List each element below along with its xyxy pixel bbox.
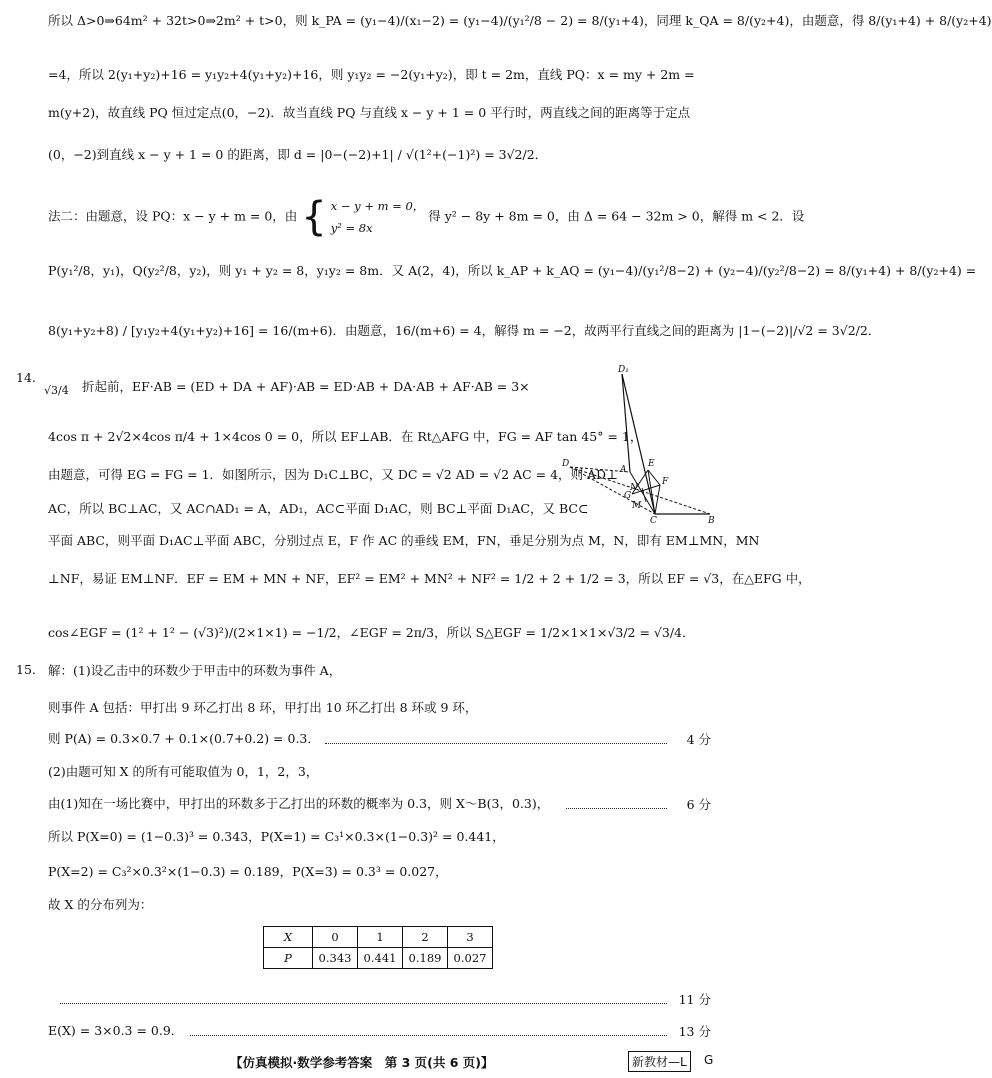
system-eq-2: y² = 8x (330, 221, 373, 235)
text-line-20: 所以 P(X=0) = (1−0.3)³ = 0.343，P(X=1) = C₃¹×0.3×(1−0.3)² = 0.441， (48, 829, 505, 844)
text-line-1: 所以 Δ>0⇒64m² + 32t>0⇒2m² + t>0，则 k_PA = (y₁−4)/(x₁−2) = (y₁−4)/(y₁²/8 − 2) = 8/(y₁+4)，同理 k_QA = 8/(y₂+4)，由题意，得 8/(y₁+4) + 8/(y₂+4) (48, 13, 992, 28)
footer-suffix: G (704, 1053, 714, 1067)
label-c: C (650, 516, 657, 526)
text-line-11: AC，所以 BC⊥AC，又 AC∩AD₁ = A，AD₁，AC⊂平面 D₁AC，则 BC⊥平面 D₁AC，又 BC⊂ (48, 501, 589, 516)
score-3: 11 分 (678, 992, 711, 1007)
label-d1: D₁ (618, 365, 629, 375)
score-2: 6 分 (686, 797, 711, 812)
text-line-7: 8(y₁+y₂+8) / [y₁y₂+4(y₁+y₂)+16] = 16/(m+6)．由题意，16/(m+6) = 4，解得 m = −2，故两平行直线之间的距离为 |1−(−2)|/√2 = 3√2/2． (48, 323, 881, 338)
label-g: G (624, 491, 632, 501)
question-14-answer: √3/4 (44, 384, 69, 397)
text-line-12: 平面 ABC，则平面 D₁AC⊥平面 ABC，分别过点 E，F 作 AC 的垂线 EM，FN，垂足分别为点 M，N，即有 EM⊥MN，MN (48, 533, 760, 548)
label-m: M (632, 501, 642, 511)
table-cell: 0.343 (313, 948, 358, 969)
text-line-21: P(X=2) = C₃²×0.3²×(1−0.3) = 0.189，P(X=3) = 0.3³ = 0.027， (48, 864, 448, 879)
text-line-16: 则事件 A 包括：甲打出 9 环乙打出 8 环，甲打出 10 环乙打出 8 环或 9 环， (48, 700, 478, 715)
table-cell: P (264, 948, 313, 969)
table-cell: X (264, 927, 313, 948)
text-line-2: =4，所以 2(y₁+y₂)+16 = y₁y₂+4(y₁+y₂)+16，则 y₁y₂ = −2(y₁+y₂)，即 t = 2m，直线 PQ：x = my + 2m = (48, 67, 695, 82)
equation-system (331, 195, 425, 239)
table-cell: 1 (358, 927, 403, 948)
text-line-10: 由题意，可得 EG = FG = 1．如图所示，因为 D₁C⊥BC，又 DC = √2 AD = √2 AC = 4，则 AD⊥ (48, 467, 618, 482)
dot-leader-2 (566, 808, 667, 809)
footer-edition-badge: 新教材—L (628, 1051, 691, 1072)
geometry-figure (560, 362, 720, 524)
text-line-3: m(y+2)，故直线 PQ 恒过定点(0，−2)．故当直线 PQ 与直线 x − y + 1 = 0 平行时，两直线之间的距离等于定点 (48, 105, 691, 120)
text-line-6: P(y₁²/8，y₁)，Q(y₂²/8，y₂)，则 y₁ + y₂ = 8，y₁y₂ = 8m．又 A(2，4)，所以 k_AP + k_AQ = (y₁−4)/(y₁²/8−2) + (y₂−4)/(y₂²/8−2) = 8/(y₁+4) + 8/(y₂+4) = (48, 263, 977, 278)
table-cell: 2 (403, 927, 448, 948)
label-n: N (630, 483, 638, 493)
dot-leader-1 (325, 743, 667, 744)
text-line-4: (0，−2)到直线 x − y + 1 = 0 的距离，即 d = |0−(−2)+1| / √(1²+(−1)²) = 3√2/2． (48, 147, 548, 162)
text-line-5 (48, 194, 805, 240)
table-cell: 0 (313, 927, 358, 948)
score-4: 13 分 (678, 1024, 711, 1039)
distribution-table (263, 926, 493, 969)
text-line-23: E(X) = 3×0.3 = 0.9． (48, 1023, 184, 1038)
table-cell: 3 (448, 927, 493, 948)
dot-leader-3 (60, 1003, 667, 1004)
text-line-8: 折起前，EF·AB = (ED + DA + AF)·AB = ED·AB + DA·AB + AF·AB = 3× (82, 379, 530, 394)
label-f: F (662, 477, 669, 487)
label-b: B (708, 516, 715, 526)
question-15-number: 15. (16, 662, 36, 677)
text-line-22: 故 X 的分布列为： (48, 897, 153, 912)
system-eq-1: x − y + m = 0， (330, 199, 425, 213)
table-row (264, 948, 493, 969)
table-row (264, 927, 493, 948)
table-cell: 0.441 (358, 948, 403, 969)
method-two-result: 得 y² − 8y + 8m = 0，由 Δ = 64 − 32m > 0，解得 m < 2．设 (428, 208, 805, 224)
text-line-19: 由(1)知在一场比赛中，甲打出的环数多于乙打出的环数的概率为 0.3，则 X～B(3，0.3)， (48, 796, 550, 811)
label-e: E (648, 459, 655, 469)
label-a: A (620, 465, 627, 475)
text-line-15: 解：(1)设乙击中的环数少于甲击中的环数为事件 A， (48, 663, 342, 678)
footer-title: 【仿真模拟·数学参考答案 第 3 页(共 6 页)】 (230, 1055, 494, 1070)
text-line-13: ⊥NF，易证 EM⊥NF．EF = EM + MN + NF，EF² = EM² + MN² + NF² = 1/2 + 2 + 1/2 = 3，所以 EF = √3，在△EFG 中， (48, 571, 811, 586)
method-two-intro: 法二：由题意，设 PQ：x − y + m = 0，由 (48, 208, 298, 224)
text-line-14: cos∠EGF = (1² + 1² − (√3)²)/(2×1×1) = −1/2，∠EGF = 2π/3，所以 S△EGF = 1/2×1×1×√3/2 = √3/4． (48, 625, 695, 640)
edge-f-c (655, 485, 660, 514)
text-line-17: 则 P(A) = 0.3×0.7 + 0.1×(0.7+0.2) = 0.3． (48, 731, 320, 746)
label-d: D (562, 459, 570, 469)
question-14-number: 14. (16, 370, 36, 385)
score-1: 4 分 (686, 732, 711, 747)
table-cell: 0.027 (448, 948, 493, 969)
text-line-9: 4cos π + 2√2×4cos π/4 + 1×4cos 0 = 0，所以 EF⊥AB．在 Rt△AFG 中，FG = AF tan 45° = 1， (48, 429, 643, 444)
table-cell: 0.189 (403, 948, 448, 969)
dot-leader-4 (190, 1035, 667, 1036)
page-footer (0, 1050, 739, 1072)
text-line-18: (2)由题可知 X 的所有可能取值为 0，1，2，3， (48, 764, 319, 779)
system-brace: { (301, 194, 327, 240)
